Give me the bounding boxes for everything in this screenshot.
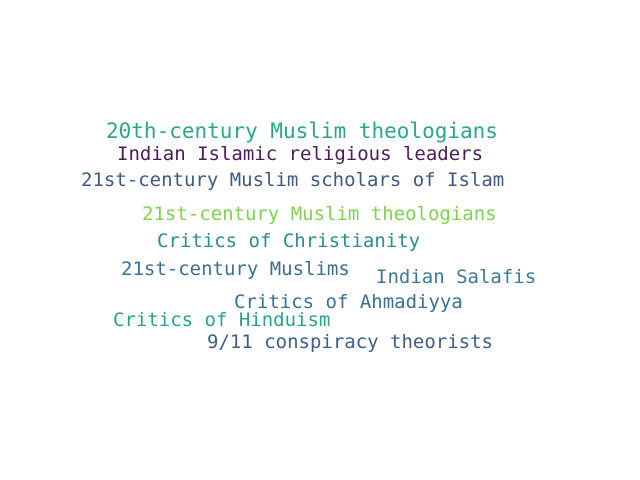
word-cloud-term: 9/11 conspiracy theorists bbox=[207, 331, 493, 353]
word-cloud-term: 21st-century Muslims bbox=[121, 258, 350, 280]
word-cloud-term: Critics of Hinduism bbox=[113, 309, 331, 331]
word-cloud-term: Critics of Christianity bbox=[157, 230, 421, 252]
word-cloud-term: Critics of Ahmadiyya bbox=[234, 291, 463, 313]
word-cloud-term: Indian Salafis bbox=[376, 266, 537, 288]
word-cloud-term: 20th-century Muslim theologians bbox=[106, 119, 498, 143]
word-cloud-term: 21st-century Muslim theologians bbox=[142, 203, 497, 225]
word-cloud-term: Indian Islamic religious leaders bbox=[117, 143, 484, 165]
word-cloud-term: 21st-century Muslim scholars of Islam bbox=[81, 169, 505, 191]
